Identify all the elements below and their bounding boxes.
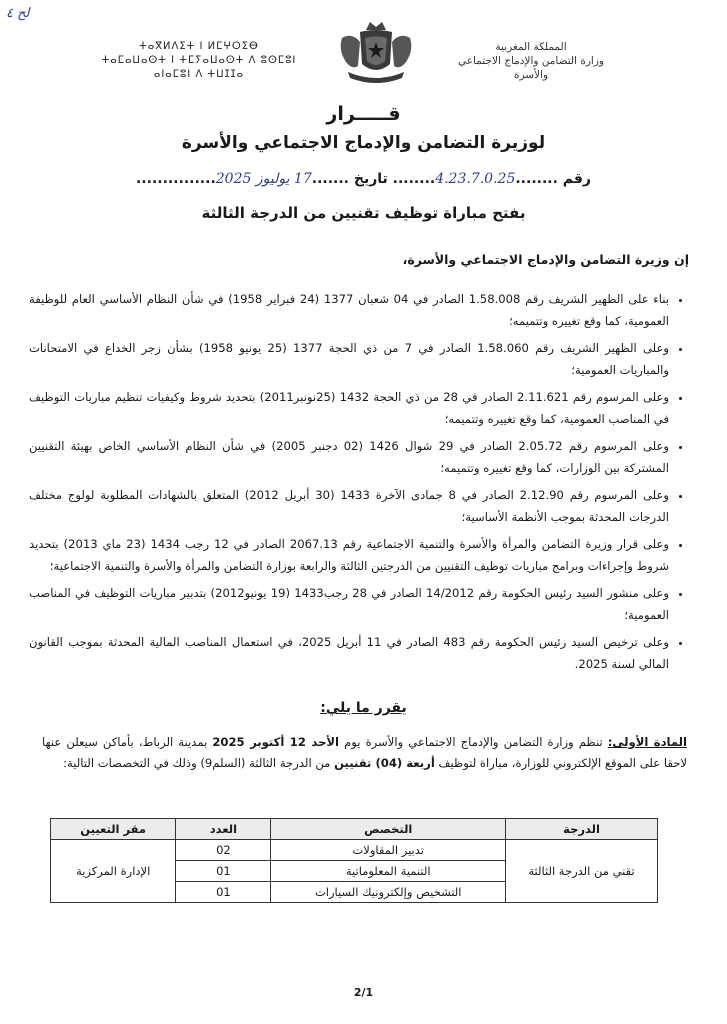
preamble-list: [29, 288, 687, 680]
specialty-cell: التشخيص وإلكترونيك السيارات: [271, 882, 506, 903]
table-row: [51, 840, 658, 861]
list-item: • وعلى الظهير الشريف رقم 1.58.060 الصادر في 7 من ذي الحجة 1377 (25 يونيو 1958) بشأن زجر الخداع في الامتحانات والمباريات العمومية؛: [29, 337, 669, 381]
handwritten-mark: لح ٤: [6, 6, 30, 21]
number-date-line: رقم ........4.23.7.0.25........ تاريخ .......17 يوليوز 2025...............: [135, 171, 591, 187]
arabic-line: والأسرة: [513, 69, 549, 81]
header-specialty: التخصص: [271, 819, 506, 840]
header-grade: الدرجة: [506, 819, 658, 840]
arabic-line: المملكة المغربية: [495, 41, 567, 53]
list-item: • وعلى منشور السيد رئيس الحكومة رقم 14/2012 الصادر في 28 رجب1433 (19 يونيو2012) بتدبير مباريات التوظيف في المناصب العمومية؛: [29, 582, 669, 626]
article-label: المادة الأولى:: [607, 735, 687, 749]
page-number: 2/1: [353, 986, 374, 999]
list-item: • وعلى المرسوم رقم 2.11.621 الصادر في 28 من ذي الحجة 1432 (25نونبر2011) بتحديد شروط وكيفيات تنظيم مباريات التوظيف في المناصب العمومية، كما وقع تغييره وتتميمه؛: [29, 386, 669, 430]
decides-heading: يقرر ما يلي:: [320, 700, 407, 716]
list-item: • بناء على الظهير الشريف رقم 1.58.008 الصادر في 04 شعبان 1377 (24 فبراير 1958) في شأن النظام الأساسي العام للوظيفة العمومية، كما وقع تغييره وتتميمه؛: [29, 288, 669, 332]
specialties-table: [50, 818, 658, 903]
header-seat: مقر التعيين: [51, 819, 176, 840]
tifinagh-header: [92, 40, 306, 82]
subject-title: بفتح مباراة توظيف تقنيين من الدرجة الثالثة: [201, 204, 526, 222]
list-item: • وعلى المرسوم رقم 2.12.90 الصادر في 8 جمادى الآخرة 1433 (30 أبريل 2012) المتعلق بالشهادات المطلوبة لولوج مختلف الدرجات المحدثة بموجب الأنظمة الأساسية؛: [29, 484, 669, 528]
list-item: • وعلى المرسوم رقم 2.05.72 الصادر في 29 شوال 1426 (02 دجنبر 2005) في شأن النظام الأساسي الخاص بهيئة التقنيين المشتركة بين الوزارات، كما وقع تغييره وتتميمه؛: [29, 435, 669, 479]
number-label: رقم: [562, 171, 591, 187]
count-cell: 02: [176, 840, 271, 861]
coat-of-arms-icon: [332, 18, 420, 84]
header-count: العدد: [176, 819, 271, 840]
grade-cell: تقني من الدرجة الثالثة: [506, 840, 658, 903]
list-item: • وعلى ترخيص السيد رئيس الحكومة رقم 483 الصادر في 11 أبريل 2025، في استعمال المناصب المالية المحدثة بموجب القانون المالي لسنة 2025.: [29, 631, 669, 675]
count-cell: 01: [176, 861, 271, 882]
decision-title: قـــــرار: [326, 103, 401, 125]
seat-cell: الإدارة المركزية: [51, 840, 176, 903]
article-text: من الدرجة الثالثة (السلم9) وذلك في التخصصات التالية:: [63, 756, 335, 770]
count-cell: 01: [176, 882, 271, 903]
intro-line: إن وزيرة التضامن والإدماج الاجتماعي والأسرة،: [402, 252, 689, 267]
article-one: [42, 732, 687, 774]
date-stamp: 17 يوليوز 2025: [215, 171, 312, 187]
tifinagh-line: ⵜⴰⵎⴰⵡⴰⵙⵜ ⵏ ⵜⵎⵢⴰⵡⴰⵙⵜ ⴷ ⵓⵙⵎⵓⵏ: [101, 55, 297, 66]
article-text: تنظم وزارة التضامن والإدماج الاجتماعي والأسرة يوم: [339, 735, 608, 749]
article-text: بمدينة الرباط، بأماكن سيعلن عنها لاحقا على الموقع الإلكتروني للوزارة، مباراة لتوظيف: [42, 735, 687, 770]
number-value: 4.23.7.0.25: [435, 171, 516, 187]
specialty-cell: التنمية المعلوماتية: [271, 861, 506, 882]
date-label: تاريخ: [353, 171, 388, 187]
list-item: • وعلى قرار وزيرة التضامن والمرأة والأسرة والتنمية الاجتماعية رقم 2067.13 الصادر في 12 رجب 1434 (23 ماي 2013) بتحديد شروط وإجراءات وبرامج مباريات توظيف التقنيين من الدرجتين الثالثة والرابعة بوزارة التضامن والمرأة والأسرة والتنمية الاجتماعية؛: [29, 533, 669, 577]
specialty-cell: تدبير المقاولات: [271, 840, 506, 861]
table-header-row: [51, 819, 658, 840]
exam-date: الأحد 12 أكتوبر 2025: [212, 735, 340, 749]
tifinagh-line: ⴰⵏⴰⵎⵓⵏ ⴷ ⵜⵡⵊⵊⴰ: [153, 69, 245, 80]
tifinagh-line: ⵜⴰⴳⵍⴷⵉⵜ ⵏ ⵍⵎⵖⵔⵉⴱ: [139, 41, 259, 52]
arabic-line: وزارة التضامن والإدماج الاجتماعي: [458, 55, 604, 67]
ministry-title: لوزيرة التضامن والإدماج الاجتماعي والأسرة: [181, 133, 546, 153]
arabic-header: [428, 40, 634, 82]
posts-count: أربعة (04) تقنيين: [334, 756, 435, 770]
